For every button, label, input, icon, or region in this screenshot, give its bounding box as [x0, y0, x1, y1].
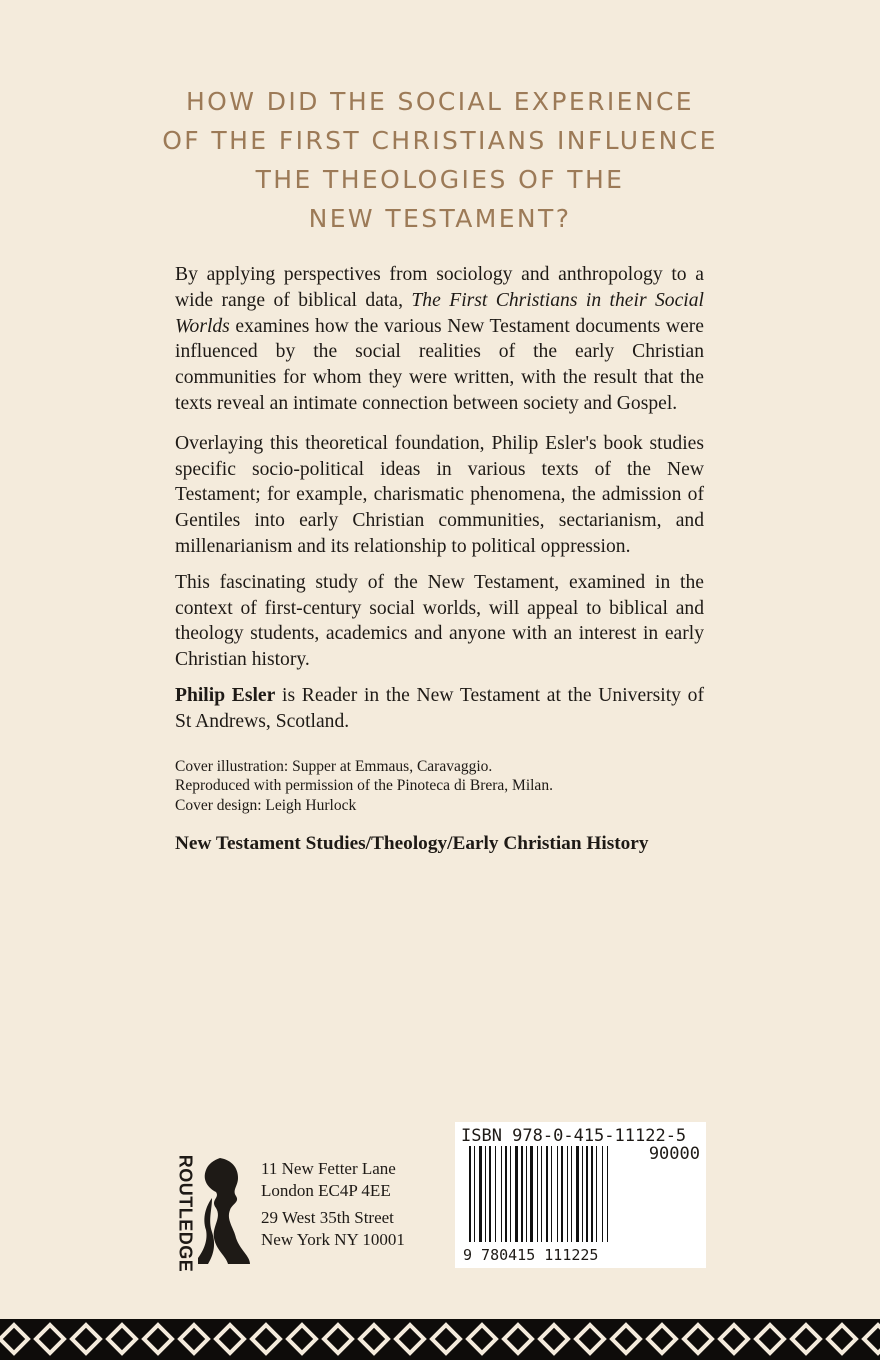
- blurb-paragraph-2: Overlaying this theoretical foundation, Philip Esler's book studies specific socio-political ideas in various texts of the New Testament; for example, charismatic phenomena, the admission of Gentiles into early Christian communities, sectarianism, and millenarianism and its relationship to political oppression.: [175, 432, 704, 557]
- blurb-p1-start: By applying perspectives from sociology and anthropology to a wide range of biblical data,: [175, 264, 704, 311]
- blurb: [175, 262, 704, 857]
- heading-line-3: THE THEOLOGIES OF THE: [255, 165, 625, 194]
- publisher-name: ROUTLEDGE: [175, 1154, 196, 1272]
- publisher-addresses: [261, 1158, 405, 1251]
- heading-line-2: OF THE FIRST CHRISTIANS INFLUENCE: [162, 126, 718, 155]
- decorative-lattice-border: [0, 1319, 880, 1360]
- cover-heading: [0, 82, 880, 238]
- routledge-profile-logo-icon: [198, 1158, 250, 1264]
- address-us-line-2: New York NY 10001: [261, 1230, 405, 1249]
- author-name: Philip Esler: [175, 684, 276, 706]
- isbn-number: ISBN 978-0-415-11122-5: [461, 1126, 687, 1146]
- blurb-paragraph-3: This fascinating study of the New Testament, examined in the context of first-century social worlds, will appeal to biblical and theology students, academics and anyone with an interest in early Christian history.: [175, 571, 704, 671]
- address-us-line-1: 29 West 35th Street: [261, 1208, 394, 1227]
- publisher-wordmark: [171, 1154, 199, 1272]
- address-uk-line-1: 11 New Fetter Lane: [261, 1159, 396, 1178]
- subject-categories: New Testament Studies/Theology/Early Christian History: [175, 833, 649, 855]
- heading-line-1: HOW DID THE SOCIAL EXPERIENCE: [185, 87, 694, 116]
- blurb-p1-end: examines how the various New Testament documents were influenced by the social realities of the early Christian communities for whom they were written, with the result that the texts reveal an intimate connection between society and Gospel.: [175, 315, 704, 414]
- price-code: 90000: [648, 1144, 700, 1164]
- credit-permission: Reproduced with permission of the Pinoteca di Brera, Milan.: [175, 777, 553, 795]
- blurb-paragraph-1: [175, 262, 704, 417]
- barcode-digits: 9 780415 111225: [463, 1246, 599, 1264]
- barcode-bars: [469, 1146, 619, 1242]
- heading-line-4: NEW TESTAMENT?: [308, 204, 572, 233]
- cover-credits: [175, 757, 704, 816]
- author-bio: [175, 683, 704, 735]
- book-title: The First Christians in their Social Worlds: [175, 289, 704, 337]
- credit-design: Cover design: Leigh Hurlock: [175, 796, 357, 814]
- isbn-barcode: [455, 1122, 706, 1268]
- address-uk-line-2: London EC4P 4EE: [261, 1181, 391, 1200]
- author-bio-text: is Reader in the New Testament at the University of St Andrews, Scotland.: [175, 684, 704, 732]
- credit-illustration: Cover illustration: Supper at Emmaus, Caravaggio.: [175, 757, 493, 775]
